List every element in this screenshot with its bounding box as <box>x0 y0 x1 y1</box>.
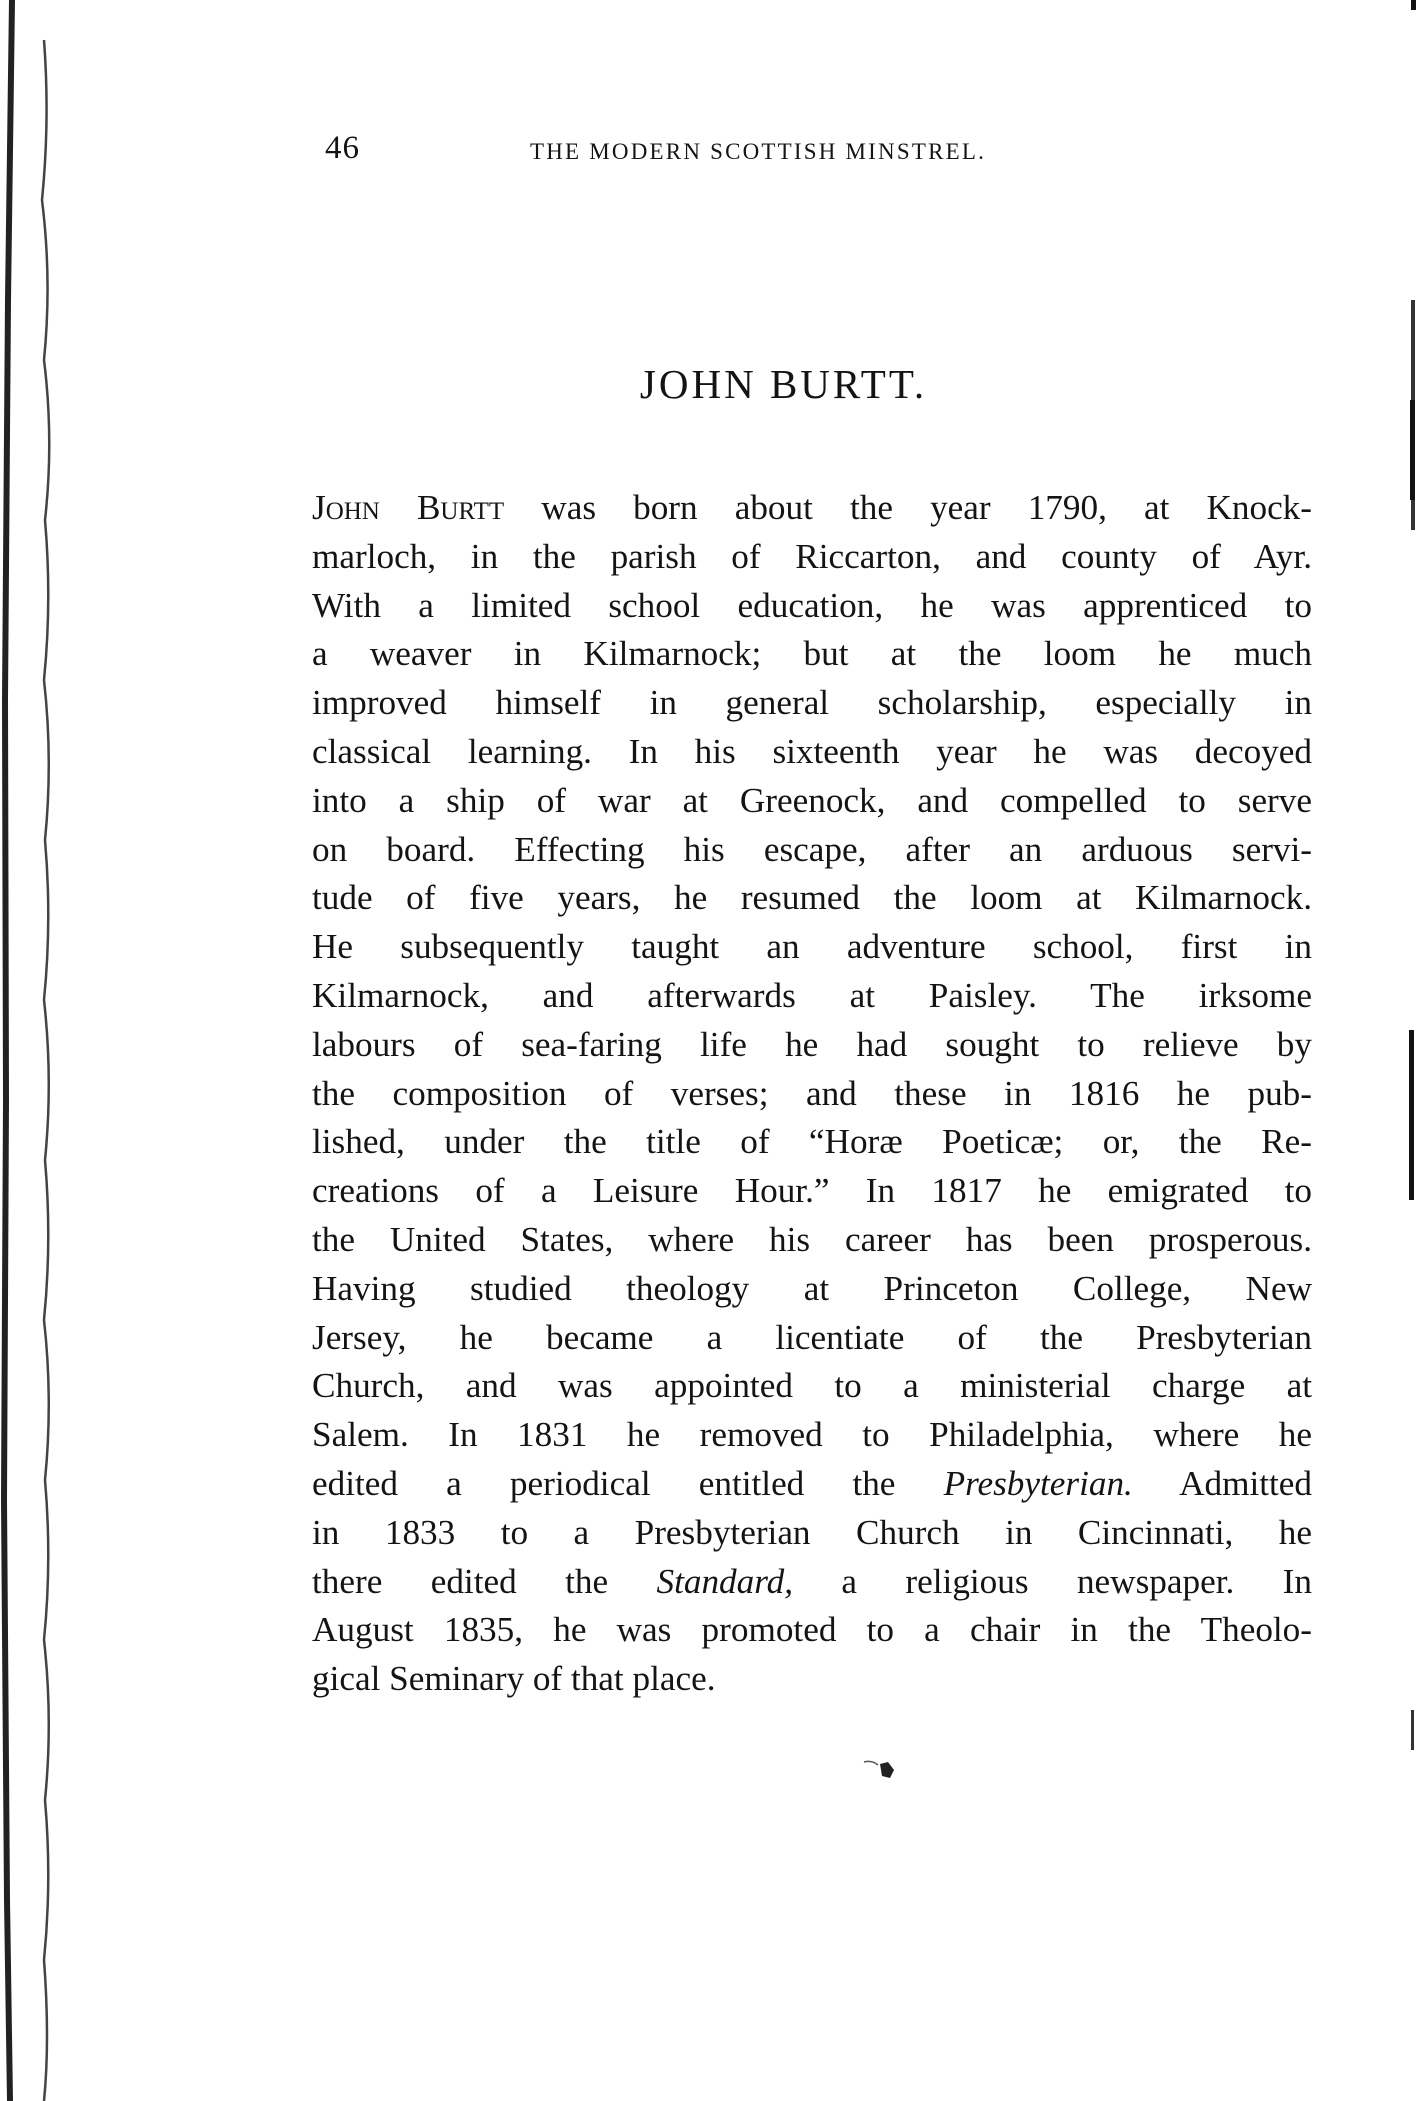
text-line <box>312 1655 1312 1704</box>
text-run: the composition of verses; and these in 1816 he pub- <box>312 1073 1312 1113</box>
text-run: classical learning. In his sixteenth year he was decoyed <box>312 731 1312 771</box>
text-run: improved himself in general scholarship, especially in <box>312 683 1312 723</box>
text-run: With a limited school education, he was apprenticed to <box>312 585 1312 625</box>
text-line <box>312 1362 1312 1411</box>
text-line <box>312 1265 1312 1314</box>
text-run: there edited the <box>312 1561 657 1601</box>
text-line <box>312 728 1312 777</box>
text-run: Having studied theology at Princeton College, New <box>312 1268 1312 1308</box>
italic-title: Standard, <box>656 1561 794 1601</box>
text-line <box>312 777 1312 826</box>
running-head <box>325 130 1155 180</box>
text-run: marloch, in the parish of Riccarton, and county of Ayr. <box>312 536 1312 576</box>
text-line <box>312 1606 1312 1655</box>
body-paragraph <box>312 484 1312 1704</box>
text-run: Church, and was appointed to a ministerial charge at <box>312 1366 1312 1406</box>
text-run: Kilmarnock, and afterwards at Paisley. The irksome <box>312 975 1312 1015</box>
text-line <box>312 1509 1312 1558</box>
text-line <box>312 1021 1312 1070</box>
text-line <box>312 923 1312 972</box>
text-line <box>312 484 1312 533</box>
text-run: the United States, where his career has been prosperous. <box>312 1219 1312 1259</box>
text-run: tude of five years, he resumed the loom at Kilmarnock. <box>312 878 1312 918</box>
text-line <box>312 1460 1312 1509</box>
text-line <box>312 1314 1312 1363</box>
page-number: 46 <box>325 130 360 166</box>
text-run: gical Seminary of that place. <box>312 1659 716 1699</box>
text-line <box>312 1411 1312 1460</box>
chapter-title: JOHN BURTT. <box>639 361 928 407</box>
text-line <box>312 582 1312 631</box>
text-line <box>312 826 1312 875</box>
text-line <box>312 1558 1312 1607</box>
text-run: Admitted <box>1132 1463 1312 1503</box>
text-line <box>312 679 1312 728</box>
text-line <box>312 533 1312 582</box>
text-line <box>312 874 1312 923</box>
text-run: He subsequently taught an adventure school, first in <box>312 927 1312 967</box>
italic-title: Presbyterian. <box>943 1463 1133 1503</box>
text-run: lished, under the title of “Horæ Poeticæ; or, the Re- <box>312 1122 1312 1162</box>
text-line <box>312 630 1312 679</box>
text-run: Salem. In 1831 he removed to Philadelphia, where he <box>312 1415 1312 1455</box>
text-run: in 1833 to a Presbyterian Church in Cincinnati, he <box>312 1512 1312 1552</box>
text-line <box>312 1118 1312 1167</box>
binding-edge <box>0 0 60 2101</box>
text-line <box>312 972 1312 1021</box>
text-line <box>312 1167 1312 1216</box>
printer-mark-icon <box>862 1756 898 1782</box>
subject-name: John Burtt <box>312 488 505 527</box>
text-run: into a ship of war at Greenock, and compelled to serve <box>312 780 1312 820</box>
text-run: was born about the year 1790, at Knock- <box>504 488 1312 527</box>
text-run: on board. Effecting his escape, after an arduous servi- <box>312 829 1312 869</box>
text-run: a religious newspaper. In <box>793 1561 1312 1601</box>
text-run: Jersey, he became a licentiate of the Presbyterian <box>312 1317 1312 1357</box>
right-edge-marks <box>1387 0 1417 2101</box>
text-run: labours of sea-faring life he had sought to relieve by <box>312 1024 1312 1064</box>
text-run: August 1835, he was promoted to a chair in the Theolo- <box>312 1610 1312 1650</box>
text-run: a weaver in Kilmarnock; but at the loom he much <box>312 634 1312 674</box>
running-head-title: THE MODERN SCOTTISH MINSTREL. <box>530 139 987 164</box>
text-line <box>312 1216 1312 1265</box>
text-run: creations of a Leisure Hour.” In 1817 he emigrated to <box>312 1171 1312 1211</box>
text-run: edited a periodical entitled the <box>312 1463 944 1503</box>
text-line <box>312 1070 1312 1119</box>
